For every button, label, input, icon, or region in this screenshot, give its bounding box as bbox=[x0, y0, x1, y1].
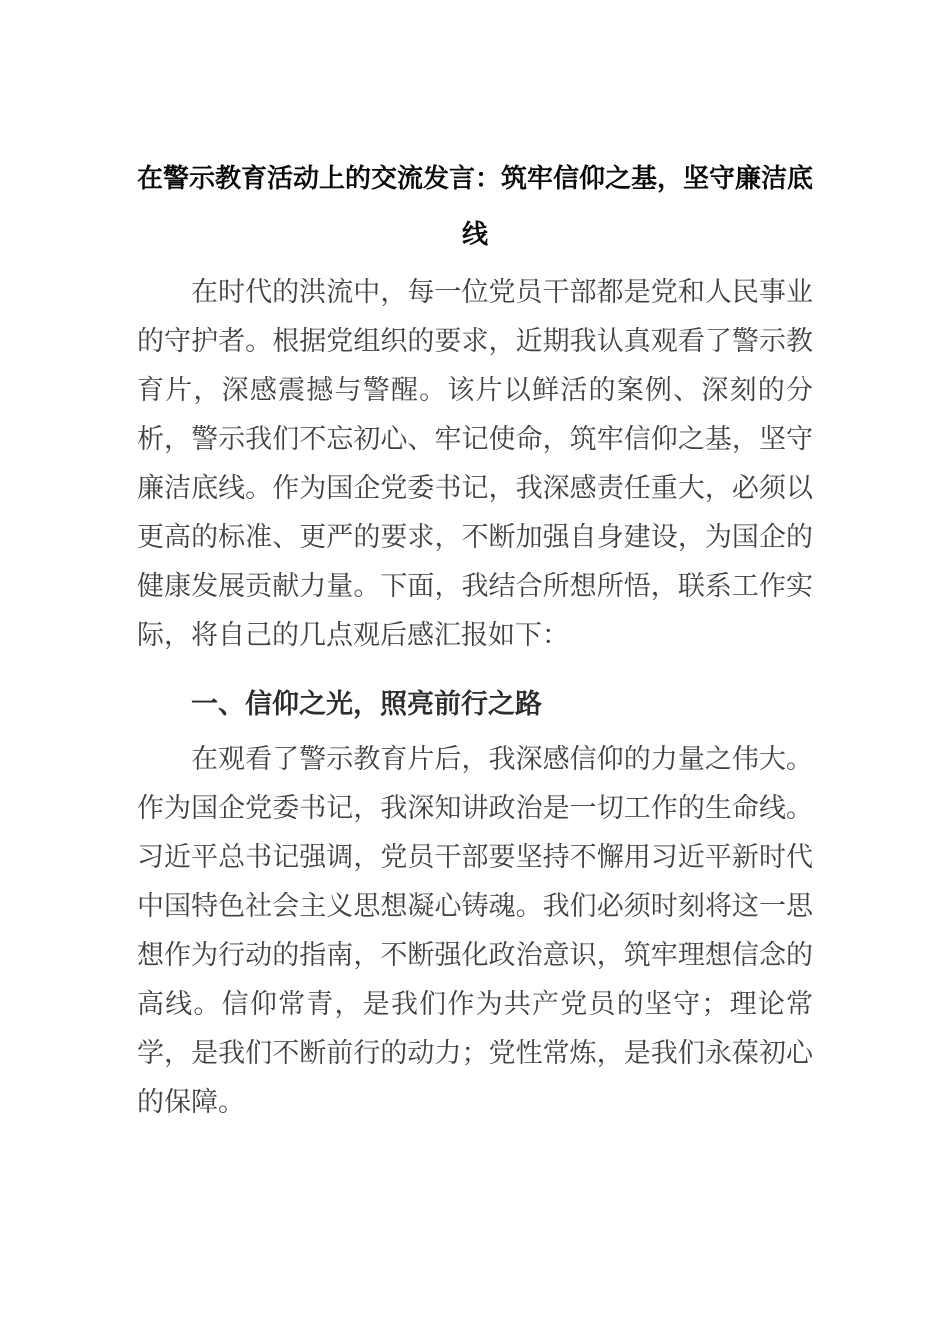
section-heading-1: 一、信仰之光，照亮前行之路 bbox=[191, 689, 542, 719]
paragraph-intro: 在时代的洪流中，每一位党员干部都是党和人民事业的守护者。根据党组织的要求，近期我认真观看了警示教育片，深感震撼与警醒。该片以鲜活的案例、深刻的分析，警示我们不忘初心、牢记使命，筑牢信仰之基，坚守廉洁底线。作为国企党委书记，我深感责任重大，必须以更高的标准、更严的要求，不断加强自身建设，为国企的健康发展贡献力量。下面，我结合所想所悟，联系工作实际，将自己的几点观后感汇报如下： bbox=[137, 277, 813, 650]
paragraph-section-1: 在观看了警示教育片后，我深感信仰的力量之伟大。作为国企党委书记，我深知讲政治是一切工作的生命线。习近平总书记强调，党员干部要坚持不懈用习近平新时代中国特色社会主义思想凝心铸魂。我们必须时刻将这一思想作为行动的指南，不断强化政治意识，筑牢理想信念的高线。信仰常青，是我们作为共产党员的坚守；理论常学，是我们不断前行的动力；党性常炼，是我们永葆初心的保障。 bbox=[137, 744, 813, 1117]
document-title: 在警示教育活动上的交流发言：筑牢信仰之基，坚守廉洁底线 bbox=[137, 163, 814, 249]
